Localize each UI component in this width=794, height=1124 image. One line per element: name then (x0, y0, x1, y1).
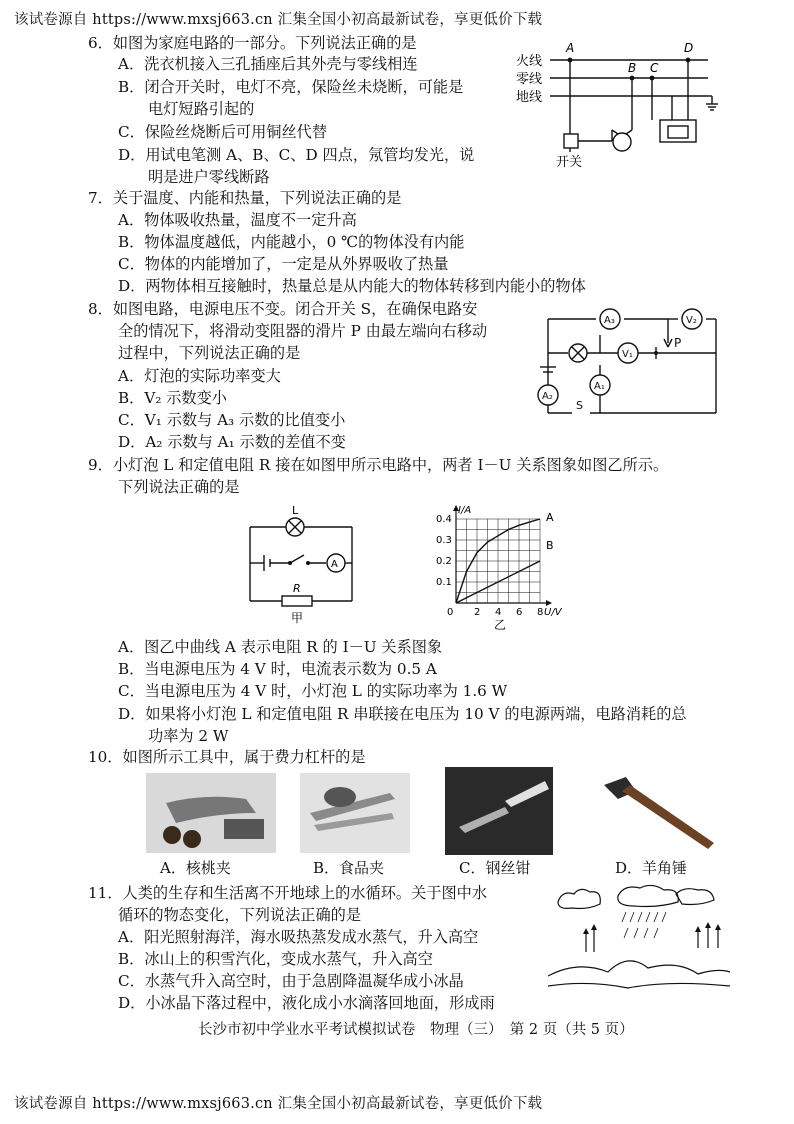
point-d-label: D (684, 41, 694, 55)
q8-stem-line1: 8．如图电路，电源电压不变。闭合开关 S，在确保电路安 (88, 300, 478, 318)
chart-grid (456, 519, 540, 603)
ammeter-label: A (331, 559, 338, 570)
switch-label: 开关 (556, 155, 583, 170)
q11-option-c: C．水蒸气升入高空时，由于急剧降温凝华成小冰晶 (118, 972, 464, 990)
voltmeter-v1-label: V₁ (622, 349, 633, 360)
y-tick-label: 0.3 (436, 535, 452, 546)
bottom-banner: 该试卷源自 https://www.mxsj663.cn 汇集全国小初高最新试卷，享更低价下载 (14, 1096, 543, 1112)
q10-stem: 10．如图所示工具中，属于费力杠杆的是 (88, 748, 366, 766)
q11-option-a: A．阳光照射海洋，海水吸热蒸发成水蒸气，升入高空 (118, 928, 479, 946)
q8-stem-line3: 过程中，下列说法正确的是 (118, 344, 301, 362)
q11-stem-line2: 循环的物态变化，下列说法正确的是 (118, 906, 361, 924)
q10-caption-d: D．羊角锤 (615, 859, 688, 877)
nutcracker-image (146, 773, 276, 853)
x-tick-label: 8 (537, 607, 544, 618)
q8-stem-line2: 全的情况下，将滑动变阻器的滑片 P 由最左端向右移动 (118, 322, 488, 340)
q6-household-circuit-figure (512, 38, 732, 178)
q7-option-a: A．物体吸收热量，温度不一定升高 (118, 211, 357, 229)
q10-caption-c: C．钢丝钳 (459, 859, 531, 877)
q6-option-c: C．保险丝烧断后可用铜丝代替 (118, 123, 328, 141)
page-footer: 长沙市初中学业水平考试模拟试卷 物理（三） 第 2 页（共 5 页） (198, 1022, 634, 1038)
top-banner: 该试卷源自 https://www.mxsj663.cn 汇集全国小初高最新试卷，享更低价下载 (14, 12, 543, 28)
wire-pliers-image (445, 767, 553, 855)
series-label-a: A (546, 511, 554, 524)
q8-option-d: D．A₂ 示数与 A₁ 示数的差值不变 (118, 433, 346, 451)
q6-option-b: B．闭合开关时，电灯不亮，保险丝未烧断，可能是 (118, 78, 464, 96)
x-tick-label: 4 (495, 607, 502, 618)
chart-y-axis-label: I/A (458, 505, 472, 516)
chart-x-axis-label: U/V (544, 607, 562, 618)
ammeter-a2-label: A₂ (542, 391, 553, 402)
q10-caption-b: B．食品夹 (313, 859, 385, 877)
slider-p-label: P (674, 336, 682, 350)
q6-option-a: A．洗衣机接入三孔插座后其外壳与零线相连 (118, 55, 418, 73)
q8-circuit-figure (532, 303, 728, 425)
ammeter-a3-label: A₃ (604, 315, 615, 326)
fig-jia-caption: 甲 (291, 611, 304, 625)
y-tick-label: 0.4 (436, 514, 452, 525)
q11-stem-line1: 11．人类的生存和生活离不开地球上的水循环。关于图中水 (88, 884, 488, 902)
lamp-l-label: L (292, 504, 299, 517)
point-b-label: B (628, 61, 637, 75)
voltmeter-v2-label: V₂ (686, 315, 697, 326)
q7-option-d: D．两物体相互接触时，热量总是从内能大的物体转移到内能小的物体 (118, 277, 586, 295)
x-tick-label: 2 (474, 607, 481, 618)
q11-option-d: D．小冰晶下落过程中，液化成小水滴落回地面，形成雨 (118, 994, 495, 1012)
claw-hammer-image (596, 773, 722, 853)
fig-yi-caption: 乙 (494, 618, 507, 631)
q9-option-a: A．图乙中曲线 A 表示电阻 R 的 I－U 关系图象 (118, 638, 443, 656)
q9-circuit-jia-figure (240, 503, 360, 625)
switch-s-label: S (576, 399, 583, 412)
q9-option-d: D．如果将小灯泡 L 和定值电阻 R 串联接在电压为 10 V 的电源两端，电路消耗的总 (118, 705, 687, 723)
q10-caption-a: A．核桃夹 (160, 859, 231, 877)
q9-iu-chart (428, 503, 568, 631)
ammeter-a1-label: A₁ (594, 381, 605, 392)
q6-stem: 6．如图为家庭电路的一部分。下列说法正确的是 (88, 34, 417, 52)
series-label-b: B (546, 539, 554, 552)
chart-series (456, 511, 554, 603)
food-tongs-image (300, 773, 410, 853)
q8-option-a: A．灯泡的实际功率变大 (118, 367, 281, 385)
water-cycle-figure (548, 882, 730, 994)
x-axis-arrow (546, 600, 552, 606)
q7-option-c: C．物体的内能增加了，一定是从外界吸收了热量 (118, 255, 449, 273)
q7-option-b: B．物体温度越低，内能越小，0 ℃的物体没有内能 (118, 233, 465, 251)
ground-wire-label: 地线 (516, 90, 543, 105)
y-tick-label: 0.1 (436, 577, 452, 588)
q6-option-d-cont: 明是进户零线断路 (148, 168, 270, 186)
q6-option-d: D．用试电笔测 A、B、C、D 四点，氖管均发光，说 (118, 146, 475, 164)
x-tick-label: 0 (447, 607, 454, 618)
live-wire-label: 火线 (516, 54, 543, 69)
resistor-r-label: R (293, 582, 301, 595)
y-tick-label: 0.2 (436, 556, 452, 567)
q9-option-b: B．当电源电压为 4 V 时，电流表示数为 0.5 A (118, 660, 437, 678)
q9-option-c: C．当电源电压为 4 V 时，小灯泡 L 的实际功率为 1.6 W (118, 682, 508, 700)
q9-option-d-cont: 功率为 2 W (148, 727, 229, 745)
neutral-wire-label: 零线 (516, 72, 543, 87)
x-tick-label: 6 (516, 607, 523, 618)
q7-stem: 7．关于温度、内能和热量，下列说法正确的是 (88, 189, 402, 207)
q8-option-b: B．V₂ 示数变小 (118, 389, 227, 407)
q6-option-b-cont: 电灯短路引起的 (148, 100, 255, 118)
q8-option-c: C．V₁ 示数与 A₃ 示数的比值变小 (118, 411, 346, 429)
q11-option-b: B．冰山上的积雪汽化，变成水蒸气，升入高空 (118, 950, 433, 968)
q9-stem-line2: 下列说法正确的是 (118, 478, 240, 496)
point-a-label: A (566, 41, 575, 55)
q9-stem-line1: 9．小灯泡 L 和定值电阻 R 接在如图甲所示电路中，两者 I－U 关系图象如图乙所示。 (88, 456, 669, 474)
point-c-label: C (650, 61, 659, 75)
